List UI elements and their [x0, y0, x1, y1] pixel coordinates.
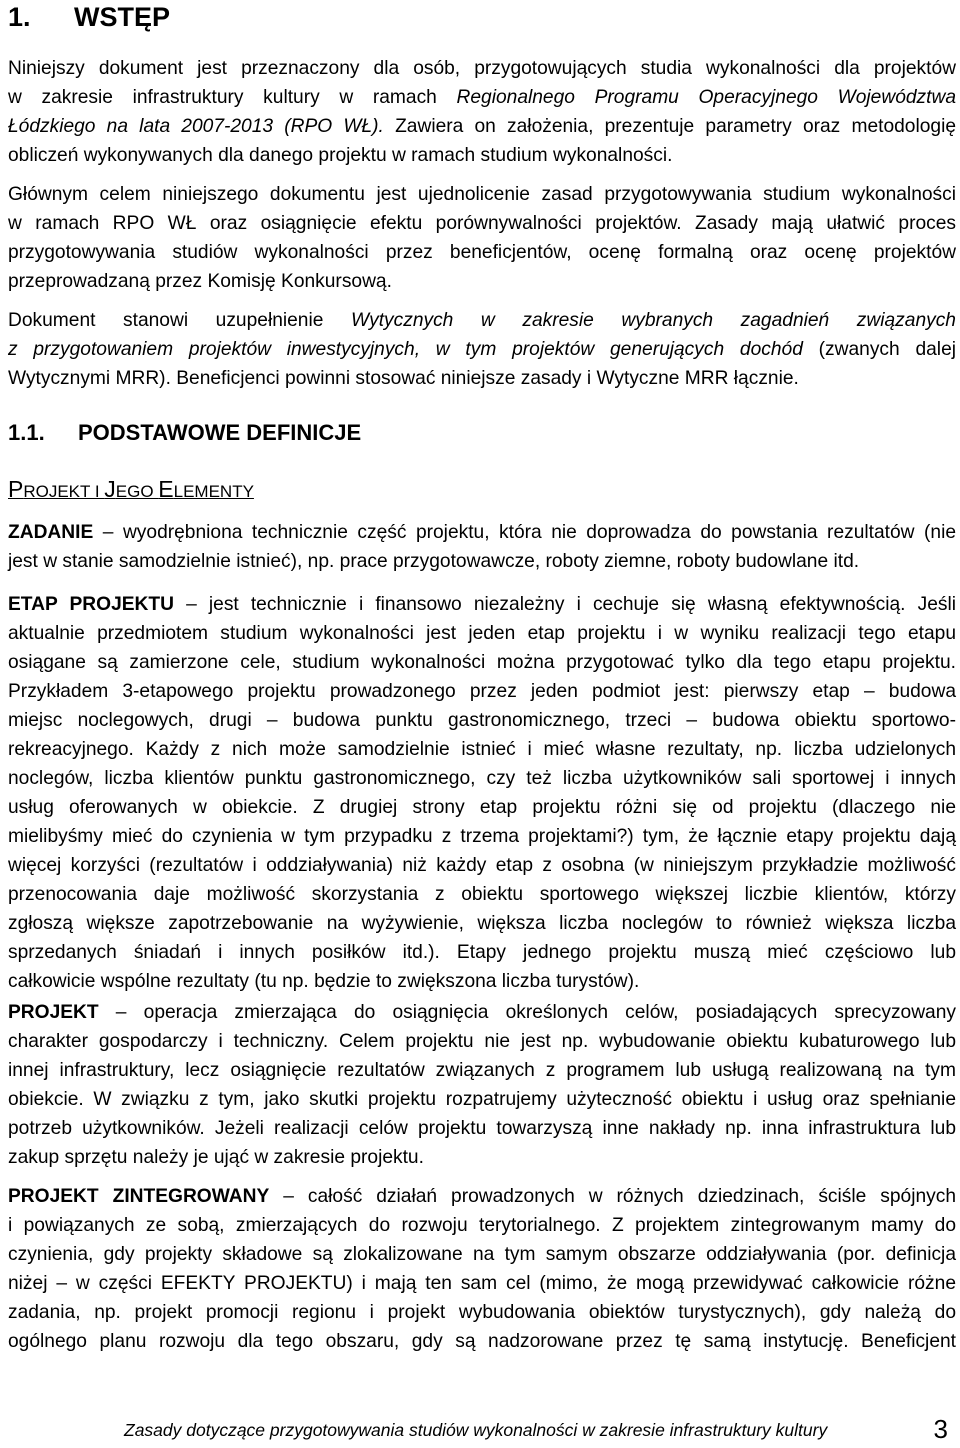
smallcaps-rest: LEMENTY	[173, 482, 254, 501]
intro-paragraph-1	[8, 54, 956, 170]
smallcaps-initial: J	[104, 476, 116, 502]
text-line: zakup sprzętu należy je ująć w zakresie projektu.	[8, 1147, 424, 1168]
text-span: – jest technicznie i finansowo niezależny i cechuje się własną efektywnością. Jeśli	[174, 594, 957, 615]
text-line	[8, 83, 956, 112]
text-span: Zawiera on założenia, prezentuje parametry oraz metodologię	[383, 116, 956, 137]
smallcaps-initial: E	[158, 476, 174, 502]
text-line: osiągane są zamierzone cele, studium wykonalności można przygotować tylko dla tego etapu projektu.	[8, 652, 956, 673]
definition-term: ETAP PROJEKTU	[8, 594, 174, 615]
guidelines-title-italic: Wytycznych w zakresie wybranych zagadnień związanych	[351, 310, 956, 331]
text-span: Dokument stanowi uzupełnienie	[8, 310, 351, 331]
text-line: i powiązanych ze sobą, zmierzających do rozwoju terytorialnego. Z projektem zintegrowanym mamy do	[8, 1215, 956, 1236]
text-line: całkowicie wspólne rezultaty (tu np. będzie to zwiększona liczba turystów).	[8, 971, 640, 992]
program-name-italic: Regionalnego Programu Operacyjnego Województwa	[456, 87, 956, 108]
text-span: – wyodrębniona technicznie część projektu, która nie doprowadza do powstania rezultatów (nie	[93, 522, 956, 543]
text-line: potrzeb użytkowników. Jeżeli realizacji celów projektu towarzyszą inne nakłady np. inna infrastruktura lub	[8, 1118, 956, 1139]
text-line: przygotowywania studiów wykonalności przez beneficjentów, ocenę formalną oraz ocenę projektów	[8, 242, 956, 263]
definition-term: ZADANIE	[8, 522, 94, 543]
text-line: aktualnie przedmiotem studium wykonalności jest jeden etap projektu i w wyniku realizacji tego etapu	[8, 623, 956, 644]
definition-projekt-zintegrowany	[8, 1182, 956, 1356]
subheading-project-elements	[8, 474, 254, 508]
text-line	[8, 518, 956, 547]
definition-etap-projektu	[8, 590, 956, 996]
text-line	[8, 306, 956, 335]
text-line	[8, 112, 956, 141]
text-line: Przykładem 3-etapowego projektu prowadzonego przez jeden podmiot jest: pierwszy etap – budowa	[8, 681, 956, 702]
text-line: w ramach RPO WŁ oraz osiągnięcie efektu porównywalności projektów. Zasady mają ułatwić proces	[8, 213, 956, 234]
text-line: czynienia, gdy projekty składowe są zlokalizowane na tym samym obszarze oddziaływania (por. definicja	[8, 1244, 956, 1265]
page-number: 3	[933, 1414, 948, 1444]
text-line: przeprowadzaną przez Komisję Konkursową.	[8, 271, 392, 292]
text-line: innej infrastruktury, lecz osiągnięcie rezultatów związanych z programem lub usługą realizowaną na tym	[8, 1060, 956, 1081]
text-line: noclegów, liczba klientów punktu gastronomicznego, czy też liczba użytkowników sali sportowej i innych	[8, 768, 956, 789]
page-footer: Zasady dotyczące przygotowywania studiów wykonalności w zakresie infrastruktury kultury	[124, 1420, 828, 1440]
text-line: więcej korzyści (rezultatów i oddziaływania) niż każdy etap z osobna (w niniejszym przykładzie możliwość	[8, 855, 956, 876]
text-span: w zakresie infrastruktury kultury w ramach	[8, 87, 457, 108]
definition-zadanie	[8, 518, 956, 576]
text-line: zgłoszą większe zapotrzebowanie na wyżywienie, większa liczba noclegów to również większa liczba	[8, 913, 956, 934]
text-span: (zwanych dalej	[802, 339, 957, 360]
section-heading	[8, 0, 170, 34]
text-line	[8, 335, 956, 364]
text-line: Wytycznymi MRR). Beneficjenci powinni stosować niniejsze zasady i Wytyczne MRR łącznie.	[8, 368, 799, 389]
definition-projekt	[8, 998, 956, 1172]
text-line: mielibyśmy mieć do czynienia w tym przypadku z trzema projektami?) tym, że łącznie etapy projektu dają	[8, 826, 956, 847]
text-span: – całość działań prowadzonych w różnych dziedzinach, ściśle spójnych	[269, 1186, 956, 1207]
text-span: – operacja zmierzająca do osiągnięcia określonych celów, posiadających sprecyzowany	[98, 1002, 956, 1023]
program-name-italic: Łódzkiego na lata 2007-2013 (RPO WŁ).	[8, 116, 384, 137]
smallcaps-rest: ROJEKT I	[23, 482, 105, 501]
text-line	[8, 590, 956, 619]
text-line: jest w stanie samodzielnie istnieć), np. prace przygotowawcze, roboty ziemne, roboty budowlane itd.	[8, 551, 860, 572]
text-line: sprzedanych śniadań i innych posiłków itd.). Etapy jednego projektu muszą mieć częściowo lub	[8, 942, 956, 963]
text-line	[8, 1182, 956, 1211]
text-line: usług oferowanych w obiekcie. Z drugiej strony etap projektu różni się od projektu (dlaczego nie	[8, 797, 956, 818]
text-line: Niniejszy dokument jest przeznaczony dla osób, przygotowujących studia wykonalności dla projektów	[8, 58, 956, 79]
intro-paragraph-2	[8, 180, 956, 296]
definition-term: PROJEKT ZINTEGROWANY	[8, 1186, 270, 1207]
subsection-number: 1.1.	[8, 420, 45, 445]
intro-paragraph-3	[8, 306, 956, 393]
text-line: ogólnego planu rozwoju dla tego obszaru, gdy są nadzorowane przez tę samą instytucję. Beneficjent	[8, 1331, 956, 1352]
guidelines-title-italic: z przygotowaniem projektów inwestycyjnych, w tym projektów generujących dochód	[8, 339, 803, 360]
text-line: zadania, np. projekt promocji regionu i projekt wybudowania obiektów turystycznych), gdy należą do	[8, 1302, 956, 1323]
section-title: WSTĘP	[74, 2, 171, 32]
text-line: rekreacyjnego. Każdy z nich może samodzielnie istnieć i mieć własne rezultaty, np. liczba udzielonych	[8, 739, 956, 760]
subsection-title: PODSTAWOWE DEFINICJE	[78, 420, 362, 445]
text-line: obliczeń wykonywanych dla danego projektu w ramach studium wykonalności.	[8, 145, 673, 166]
definition-term: PROJEKT	[8, 1002, 99, 1023]
text-line: miejsc noclegowych, drugi – budowa punktu gastronomicznego, trzeci – budowa obiektu sportowo-	[8, 710, 956, 731]
text-line: przenocowania daje możliwość skorzystania z obiektu sportowego większej liczbie klientów, którzy	[8, 884, 956, 905]
section-number: 1.	[8, 2, 31, 32]
text-line	[8, 998, 956, 1027]
subsection-heading	[8, 419, 361, 447]
text-line: obiekcie. W związku z tym, jako skutki projektu rozpatrujemy użyteczność obiektu i usług oraz spełnianie	[8, 1089, 956, 1110]
text-line: niżej – w części EFEKTY PROJEKTU) i mają ten sam cel (mimo, że mogą przewidywać całkowicie różne	[8, 1273, 956, 1294]
smallcaps-initial: P	[8, 476, 24, 502]
smallcaps-rest: EGO	[115, 482, 159, 501]
text-line: Głównym celem niniejszego dokumentu jest ujednolicenie zasad przygotowywania studium wykonalności	[8, 184, 956, 205]
text-line: charakter gospodarczy i techniczny. Celem projektu nie jest np. wybudowanie obiektu kubaturowego lub	[8, 1031, 956, 1052]
